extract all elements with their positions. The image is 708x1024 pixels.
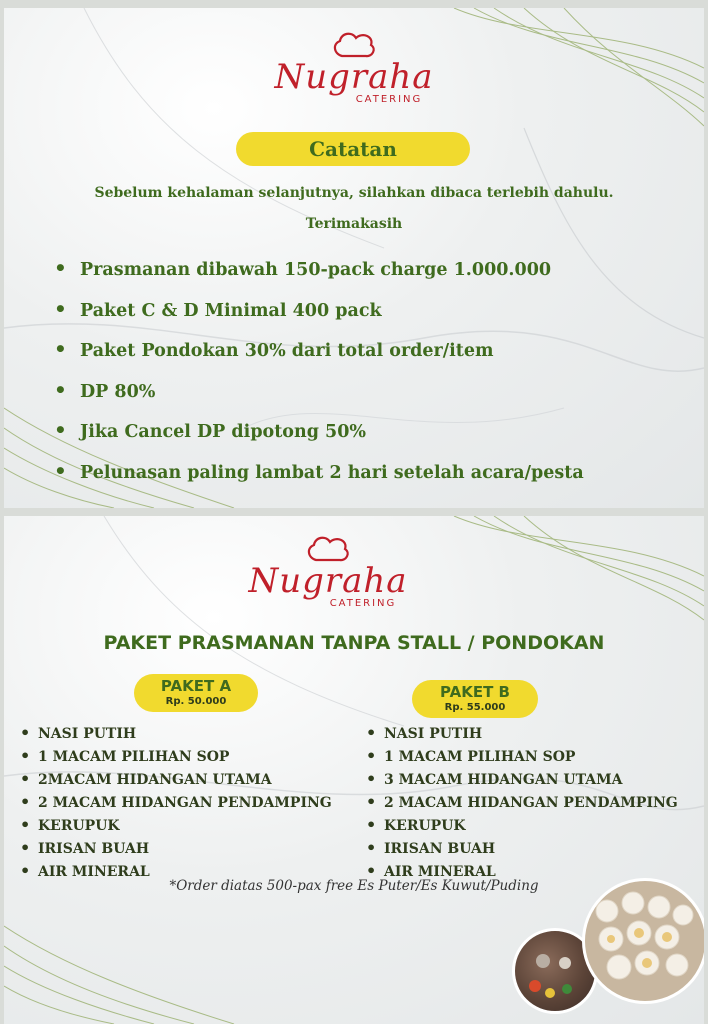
brand-subtitle: CATERING [329, 598, 397, 609]
list-item: • 2MACAM HIDANGAN UTAMA [20, 768, 332, 791]
brand-logo [254, 28, 454, 105]
food-photo-detail [585, 881, 704, 1001]
food-photo-large [582, 878, 704, 1004]
list-item: • 1 MACAM PILIHAN SOP [366, 745, 678, 768]
intro-text: Sebelum kehalaman selanjutnya, silahkan dibaca terlebih dahulu. [94, 185, 614, 201]
list-item: • IRISAN BUAH [366, 837, 678, 860]
note-item: • Paket Pondokan 30% dari total order/item [54, 329, 584, 370]
paket-b-name: PAKET B [440, 683, 510, 701]
thanks-text: Terimakasih [305, 216, 403, 232]
paket-b-price: Rp. 55.000 [444, 702, 506, 713]
catatan-title: Catatan [236, 132, 470, 166]
notes-card [4, 8, 704, 508]
brand-name: Nugraha [274, 57, 434, 97]
list-item: • IRISAN BUAH [20, 837, 332, 860]
package-card [4, 516, 704, 1024]
list-item: • NASI PUTIH [20, 722, 332, 745]
paket-b-items [366, 722, 678, 883]
chef-hat-icon [324, 28, 384, 60]
list-item: • 2 MACAM HIDANGAN PENDAMPING [366, 791, 678, 814]
order-note: *Order diatas 500-pax free Es Puter/Es Kuwut/Puding [169, 878, 539, 894]
list-item: • 1 MACAM PILIHAN SOP [20, 745, 332, 768]
paket-a-badge [134, 674, 258, 712]
paket-a-price: Rp. 50.000 [165, 696, 227, 707]
list-item: • 2 MACAM HIDANGAN PENDAMPING [20, 791, 332, 814]
notes-list [54, 248, 584, 491]
list-item: • KERUPUK [20, 814, 332, 837]
note-item: • Pelunasan paling lambat 2 hari setelah acara/pesta [54, 451, 584, 492]
list-item: • AIR MINERAL [366, 860, 678, 883]
note-item: • Paket C & D Minimal 400 pack [54, 289, 584, 330]
note-item: • DP 80% [54, 370, 584, 411]
brand-name: Nugraha [248, 561, 408, 601]
paket-b-badge [412, 680, 538, 718]
package-heading: PAKET PRASMANAN TANPA STALL / PONDOKAN [103, 632, 605, 654]
note-item: • Prasmanan dibawah 150-pack charge 1.000.000 [54, 248, 584, 289]
chef-hat-icon [298, 532, 358, 564]
paket-a-items [20, 722, 332, 883]
list-item: • 3 MACAM HIDANGAN UTAMA [366, 768, 678, 791]
brand-subtitle: CATERING [355, 94, 423, 105]
list-item: • NASI PUTIH [366, 722, 678, 745]
note-item: • Jika Cancel DP dipotong 50% [54, 410, 584, 451]
brand-logo [228, 532, 428, 609]
list-item: • AIR MINERAL [20, 860, 332, 883]
list-item: • KERUPUK [366, 814, 678, 837]
paket-a-name: PAKET A [160, 677, 232, 695]
